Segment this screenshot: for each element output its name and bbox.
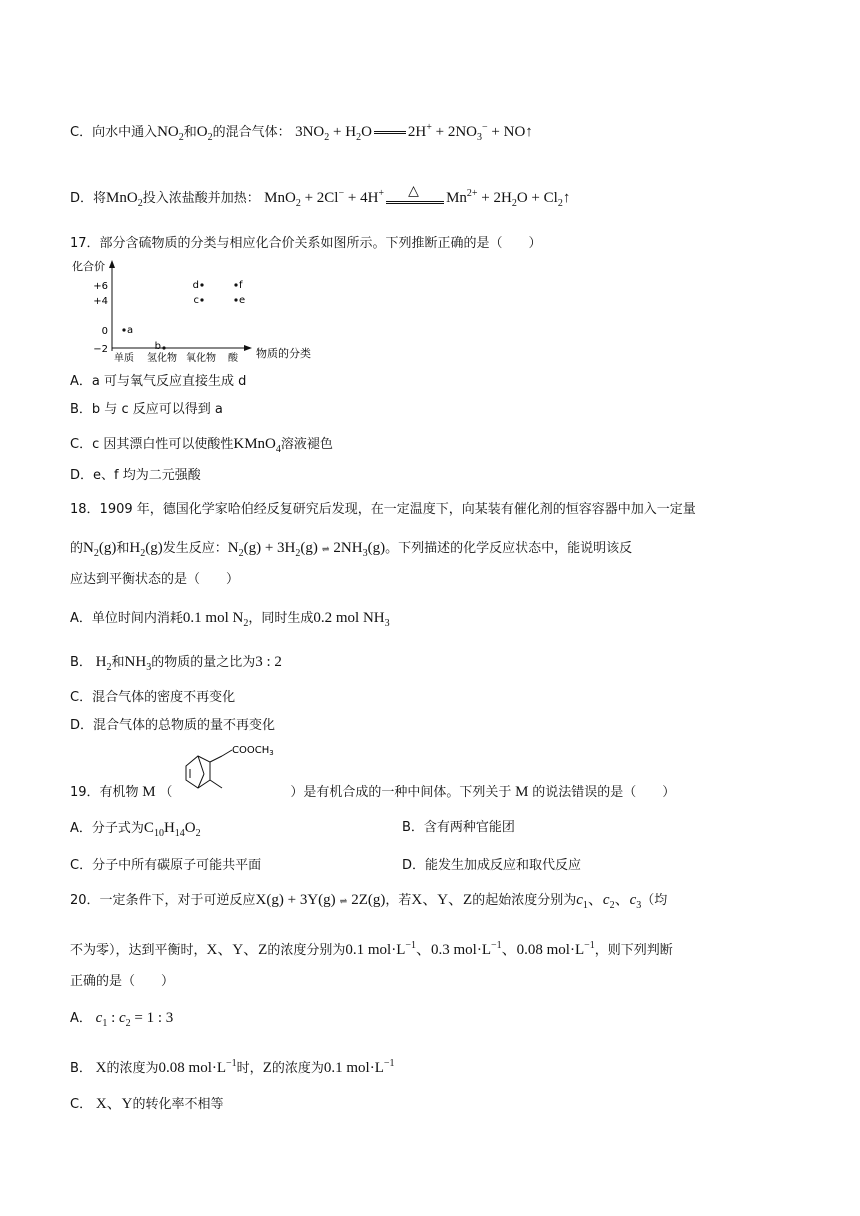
text: 的说法错误的是（ ）: [532, 785, 676, 800]
q17-option-a: [70, 372, 246, 392]
option-text: 将: [93, 191, 107, 206]
option-label: C．: [70, 125, 93, 140]
x-category-label: 单质: [114, 353, 134, 364]
data-point: [234, 298, 237, 301]
option-text: 的浓度为: [271, 1061, 324, 1076]
data-point: [200, 298, 203, 301]
q20-line3: 正确的是（ ）: [70, 974, 175, 989]
heat-symbol: △: [408, 183, 419, 199]
text: ，则下列判断: [594, 943, 673, 958]
q19-option-d: D．能发生加成反应和取代反应: [402, 858, 582, 873]
text: 的浓度分别为: [267, 943, 346, 958]
conjunction: 和: [183, 125, 197, 140]
option-text: 的浓度为: [106, 1061, 159, 1076]
q19-option-b: B．含有两种官能团: [402, 820, 515, 835]
q16-option-d: D．将MnO$_2$投入浓盐酸并加热： MnO$_2$ + 2Cl− + 4H+ △ $Mn^{2+} + 2H_2O$ + $Cl_2↑$: [70, 183, 571, 209]
x-category-label: 酸: [228, 353, 238, 364]
x-category-label: 氧化物: [186, 353, 216, 364]
option-text: c 因其漂白性可以使酸性: [92, 437, 234, 452]
q20-line2: 不为零），达到平衡时，X、Y、Z的浓度分别为0.1 $mol\cdot L^{-1}$、0.3 $mol\cdot L^{-1}$、0.08 $mol\cdot L^{-1}$，则下列判断: [70, 940, 673, 958]
q19-stem: 19．有机物 M （ ）是有机合成的一种中间体。下列关于 M 的说法错误的是（ ）: [70, 784, 676, 800]
option-text: e、f 均为二元强酸: [93, 468, 201, 483]
text: ）是有机合成的一种中间体。下列关于: [290, 785, 512, 800]
text: 的起始浓度分别为: [472, 893, 577, 908]
q17-option-d: [70, 466, 201, 486]
option-text-tail: 溶液褪色: [280, 437, 333, 452]
q18-line1: 18．1909 年，德国化学家哈伯经反复研究后发现，在一定温度下，向某装有催化剂的恒容容器中加入一定量: [70, 502, 696, 517]
equation: MnO$_2$ + 2Cl− + 4H+ △ $Mn^{2+} + 2H_2O$ + $Cl_2↑$: [264, 183, 571, 209]
option-label: A．: [70, 611, 92, 626]
option-label: C．: [70, 1097, 93, 1112]
data-point-label: f: [239, 280, 243, 291]
data-point-label: a: [127, 325, 134, 336]
option-text: 的物质的量之比为: [151, 655, 256, 670]
equation: $3NO_2 + H_2O$ $2H^+ + 2NO_3^-$ + NO↑: [295, 122, 533, 143]
option-text: b 与 c 反应可以得到 a: [91, 402, 223, 417]
text: 20．一定条件下，对于可逆反应: [70, 893, 256, 908]
option-label: B．: [70, 1061, 92, 1076]
option-label: A．: [70, 821, 92, 836]
option-text-tail: 的混合气体：: [212, 125, 291, 140]
option-label: B．: [70, 655, 92, 670]
option-text: 分子式为: [91, 821, 144, 836]
y-tick-label: 0: [101, 326, 108, 337]
q18-option-d: D．混合气体的总物质的量不再变化: [70, 718, 276, 733]
text: 。下列描述的化学反应状态中，能说明该反: [385, 541, 633, 556]
data-point-label: c: [193, 295, 199, 306]
option-label: A．: [70, 1011, 92, 1026]
reversible-arrow-icon: ⇌: [321, 543, 330, 554]
data-point-label: d: [192, 280, 199, 291]
q19-option-c: C．分子中所有碳原子可能共平面: [70, 858, 262, 873]
data-point: [122, 328, 125, 331]
q18-option-a: A．单位时间内消耗0.1 mol $N_2$，同时生成0.2 mol $NH_3$: [70, 610, 390, 629]
option-label: B．: [70, 402, 92, 417]
q20-option-a: A． $c_1$ : $c_2 = 1$ : 3: [70, 1010, 174, 1029]
q18-line3: 应达到平衡状态的是（ ）: [70, 572, 240, 587]
option-text: ，同时生成: [248, 611, 314, 626]
q18-line2: 的$N_2(g)$和$H_2(g)$发生反应：$N_2(g) + 3H_2(g)$ ⇌ $2NH_3(g)$。下列描述的化学反应状态中，能说明该反: [70, 540, 633, 559]
q17-option-b: [70, 400, 223, 420]
chart-ylabel: 化合价: [72, 260, 105, 273]
option-text: 的转化率不相等: [132, 1097, 224, 1112]
text: 19．有机物: [70, 785, 139, 800]
text: 不为零），达到平衡时，: [70, 943, 207, 958]
structure-label: $COOCH_3$: [232, 745, 274, 757]
data-point: [234, 283, 237, 286]
data-point: [200, 283, 203, 286]
reversible-arrow-icon: ⇌: [339, 895, 348, 906]
q18-option-c: C．混合气体的密度不再变化: [70, 690, 236, 705]
option-text: 和: [111, 655, 125, 670]
option-text: 时，: [236, 1061, 263, 1076]
text: 和: [116, 541, 130, 556]
q18-option-b: B． $H_2$和$NH_3$的物质的量之比为3 : 2: [70, 654, 282, 673]
q17-option-c: C．c 因其漂白性可以使酸性KMnO$_4$溶液褪色: [70, 436, 333, 455]
data-point-label: e: [239, 295, 246, 306]
text: 发生反应：: [162, 541, 228, 556]
text: ，若: [385, 893, 412, 908]
data-point-label: b: [154, 341, 161, 352]
option-text-tail: 投入浓盐酸并加热：: [142, 191, 260, 206]
sulfur-valence-chart: [64, 256, 334, 366]
text: 的: [70, 541, 84, 556]
x-category-label: 氢化物: [147, 353, 177, 364]
option-text: 单位时间内消耗: [91, 611, 183, 626]
option-label: A．: [70, 374, 92, 389]
option-label: D．: [70, 468, 94, 483]
q17-stem: 17．部分含硫物质的分类与相应化合价关系如图所示。下列推断正确的是（ ）: [70, 236, 542, 251]
option-label: D．: [70, 191, 94, 206]
y-tick-label: +4: [93, 296, 108, 307]
q16-option-c: C．向水中通入$NO_2$和$O_2$的混合气体： $3NO_2 + H_2O$ $2H^+ + 2NO_3^-$ + NO↑: [70, 122, 533, 143]
option-text: 向水中通入: [92, 125, 158, 140]
q20-line1: 20．一定条件下，对于可逆反应X(g) + 3Y(g) ⇌ 2Z(g)，若X、Y、Z的起始浓度分别为$c_1$、$c_2$、$c_3$（均: [70, 892, 668, 911]
y-tick-label: +6: [93, 281, 108, 292]
chart-xlabel: 物质的分类: [256, 347, 311, 360]
q20-option-c: C． X、Y的转化率不相等: [70, 1096, 224, 1112]
text: （均: [641, 893, 668, 908]
option-text: a 可与氧气反应直接生成 d: [91, 374, 247, 389]
q19-option-a: A．分子式为$C_{10}H_{14}O_2$: [70, 820, 201, 839]
y-tick-label: −2: [93, 344, 108, 355]
data-point: [162, 346, 165, 349]
option-label: C．: [70, 437, 93, 452]
q20-option-b: B． X的浓度为0.08 $mol\cdot L^{-1}$时，Z的浓度为0.1 $mol\cdot L^{-1}$: [70, 1058, 395, 1076]
